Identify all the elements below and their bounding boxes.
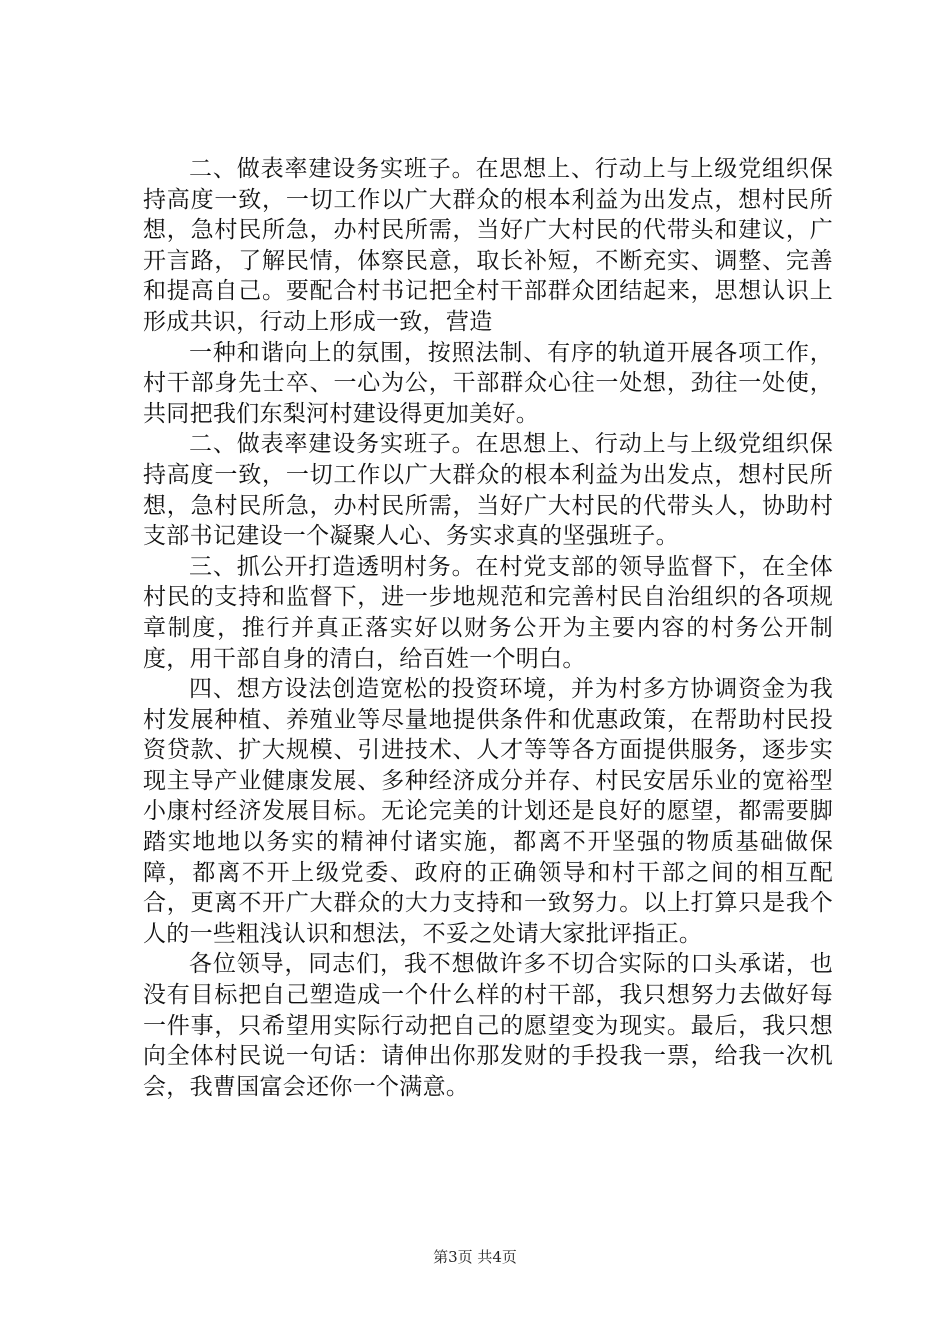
page-number-footer: 第3页 共4页 (433, 1248, 517, 1266)
paragraph-4: 三、抓公开打造透明村务。在村党支部的领导监督下，在全体村民的支持和监督下，进一步地规范和完善村民自治组织的各项规章制度，推行并真正落实好以财务公开为主要内容的村务公开制度，用干部自身的清白，给百姓一个明白。 (143, 553, 833, 672)
paragraph-6: 各位领导，同志们，我不想做许多不切合实际的口头承诺，也没有目标把自己塑造成一个什么样的村干部，我只想努力去做好每一件事，只希望用实际行动把自己的愿望变为现实。最后，我只想向全体村民说一句话：请伸出你那发财的手投我一票，给我一次机会，我曹国富会还你一个满意。 (143, 951, 833, 1100)
paragraph-3: 二、做表率建设务实班子。在思想上、行动上与上级党组织保持高度一致，一切工作以广大群众的根本利益为出发点，想村民所想，急村民所急，办村民所需，当好广大村民的代带头人，协助村支部书记建设一个凝聚人心、务实求真的坚强班子。 (143, 431, 833, 550)
document-body (143, 154, 833, 1102)
paragraph-1: 二、做表率建设务实班子。在思想上、行动上与上级党组织保持高度一致，一切工作以广大群众的根本利益为出发点，想村民所想，急村民所急，办村民所需，当好广大村民的代带头和建议，广开言路，了解民情，体察民意，取长补短，不断充实、调整、完善和提高自己。要配合村书记把全村干部群众团结起来，思想认识上形成共识，行动上形成一致，营造 (143, 156, 833, 335)
paragraph-5: 四、想方设法创造宽松的投资环境，并为村多方协调资金为我村发展种植、养殖业等尽量地提供条件和优惠政策，在帮助村民投资贷款、扩大规模、引进技术、人才等等各方面提供服务，逐步实现主导产业健康发展、多种经济成分并存、村民安居乐业的宽裕型小康村经济发展目标。无论完美的计划还是良好的愿望，都需要脚踏实地地以务实的精神付诸实施，都离不开坚强的物质基础做保障，都离不开上级党委、政府的正确领导和村干部之间的相互配合，更离不开广大群众的大力支持和一致努力。以上打算只是我个人的一些粗浅认识和想法，不妥之处请大家批评指正。 (143, 676, 833, 947)
paragraph-2: 一种和谐向上的氛围，按照法制、有序的轨道开展各项工作，村干部身先士卒、一心为公，干部群众心往一处想，劲往一处使，共同把我们东梨河村建设得更加美好。 (143, 339, 833, 427)
